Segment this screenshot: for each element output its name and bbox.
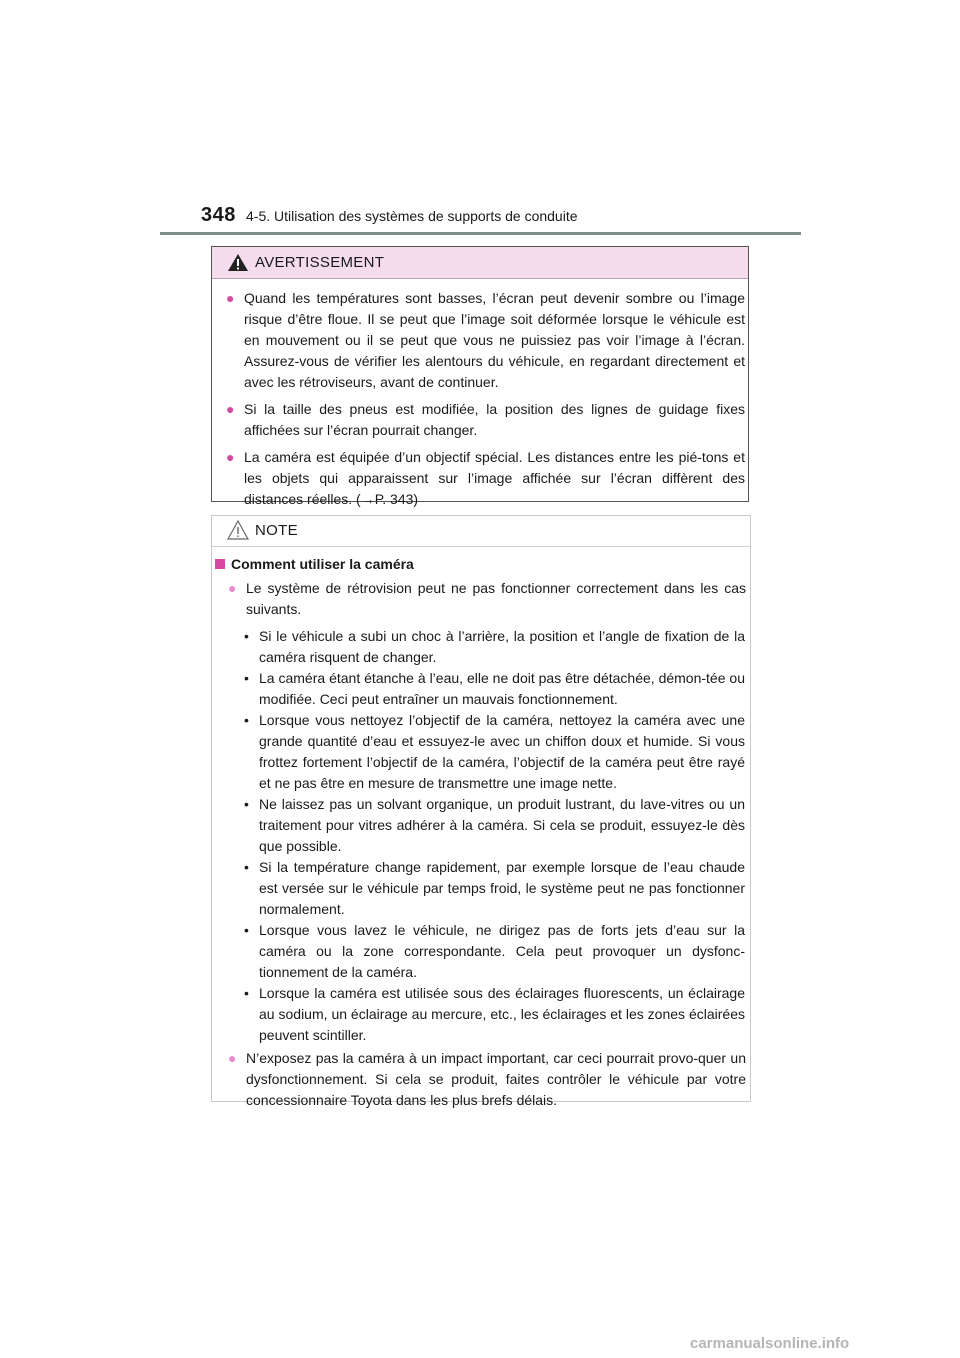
note-subitem-text: Ne laissez pas un solvant organique, un produit lustrant, du lave-vitres ou un traitement pour vitres adhérer à la caméra. Si cela se produit, essuyez-le dès que possible.	[259, 796, 745, 854]
note-subitem-text: La caméra étant étanche à l’eau, elle ne doit pas être détachée, démon-tée ou modifiée. Ceci peut entraîner un mauvais fonctionnement.	[259, 670, 745, 707]
dot-marker-icon: •	[244, 670, 249, 686]
warning-icon	[227, 253, 249, 277]
footer-watermark: carmanualsonline.info	[690, 1335, 850, 1352]
note-subitem	[244, 668, 745, 710]
section-title: 4-5. Utilisation des systèmes de supports de conduite	[246, 208, 578, 224]
note-item-text: N’exposez pas la caméra à un impact important, car ceci pourrait provo-quer un dysfonctionnement. Si cela se produit, faites contrôler le véhicule par votre concessionnaire Toyota dans les plus brefs délais.	[246, 1050, 746, 1108]
page-number: 348	[201, 204, 236, 226]
bullet-icon: ●	[226, 401, 235, 417]
warning-item-text: Si la taille des pneus est modifiée, la position des lignes de guidage fixes affichées sur l’écran pourrait changer.	[244, 401, 745, 438]
bullet-icon: ●	[228, 1050, 237, 1066]
dot-marker-icon: •	[244, 922, 249, 938]
bullet-icon: ●	[228, 580, 237, 596]
note-subheading	[214, 554, 746, 575]
warning-title: AVERTISSEMENT	[255, 254, 385, 271]
warning-item-text: La caméra est équipée d’un objectif spécial. Les distances entre les pié-tons et les objets qui apparaissent sur l’image affichée sur l’écran diffèrent des distances réelles. (→P. 343)	[244, 449, 745, 507]
warning-item-text: Quand les températures sont basses, l’écran peut devenir sombre ou l’image risque d’être floue. Il se peut que l’image soit déformée lorsque le véhicule est en mouvement ou il se peut que vous ne puissiez pas voir l’image à l’écran. Assurez-vous de vérifier les alentours du véhicule, en regardant directement et avec les rétroviseurs, avant de continuer.	[244, 290, 745, 390]
bullet-icon: ●	[226, 290, 235, 306]
note-subitem	[244, 857, 745, 920]
square-bullet-icon	[215, 559, 225, 569]
note-subitem	[244, 626, 745, 668]
warning-item	[225, 399, 745, 441]
note-subitem-text: Lorsque vous lavez le véhicule, ne dirigez pas de forts jets d’eau sur la caméra ou la zone correspondante. Cela peut provoquer un dysfonc-tionnement de la caméra.	[259, 922, 745, 980]
note-item	[227, 578, 746, 620]
note-body	[214, 554, 746, 1117]
bullet-icon: ●	[226, 449, 235, 465]
warning-list	[225, 288, 745, 516]
note-subitem-text: Si le véhicule a subi un choc à l’arrière, la position et l’angle de fixation de la caméra risquent de changer.	[259, 628, 745, 665]
note-sublist	[244, 626, 746, 1046]
note-subitem	[244, 794, 745, 857]
dot-marker-icon: •	[244, 628, 249, 644]
note-item-text: Le système de rétrovision peut ne pas fonctionner correctement dans les cas suivants.	[246, 580, 746, 617]
warning-box	[211, 246, 749, 507]
note-subheading-text: Comment utiliser la caméra	[231, 556, 414, 572]
note-subitem	[244, 920, 745, 983]
dot-marker-icon: •	[244, 985, 249, 1001]
note-header	[212, 516, 750, 547]
warning-item	[225, 288, 745, 393]
note-title: NOTE	[255, 522, 298, 539]
note-subitem	[244, 983, 745, 1046]
header-rule	[160, 232, 801, 235]
dot-marker-icon: •	[244, 796, 249, 812]
dot-marker-icon: •	[244, 712, 249, 728]
dot-marker-icon: •	[244, 859, 249, 875]
note-subitem-text: Lorsque vous nettoyez l’objectif de la caméra, nettoyez la caméra avec une grande quantité d’eau et essuyez-le avec un chiffon doux et humide. Si vous frottez fortement l’objectif de la caméra, l’objectif de la caméra peut être rayé et ne pas être en mesure de transmettre une image nette.	[259, 712, 745, 791]
note-subitem-text: Lorsque la caméra est utilisée sous des éclairages fluorescents, un éclairage au sodium, un éclairage au mercure, etc., les éclairages et les zones éclairées peuvent scintiller.	[259, 985, 745, 1043]
note-icon	[227, 520, 249, 545]
note-subitem	[244, 710, 745, 794]
note-item	[227, 1048, 746, 1111]
note-box	[211, 515, 751, 1108]
warning-item	[225, 447, 745, 510]
warning-header	[212, 247, 748, 279]
note-subitem-text: Si la température change rapidement, par exemple lorsque de l’eau chaude est versée sur le véhicule par temps froid, le système peut ne pas fonctionner normalement.	[259, 859, 745, 917]
